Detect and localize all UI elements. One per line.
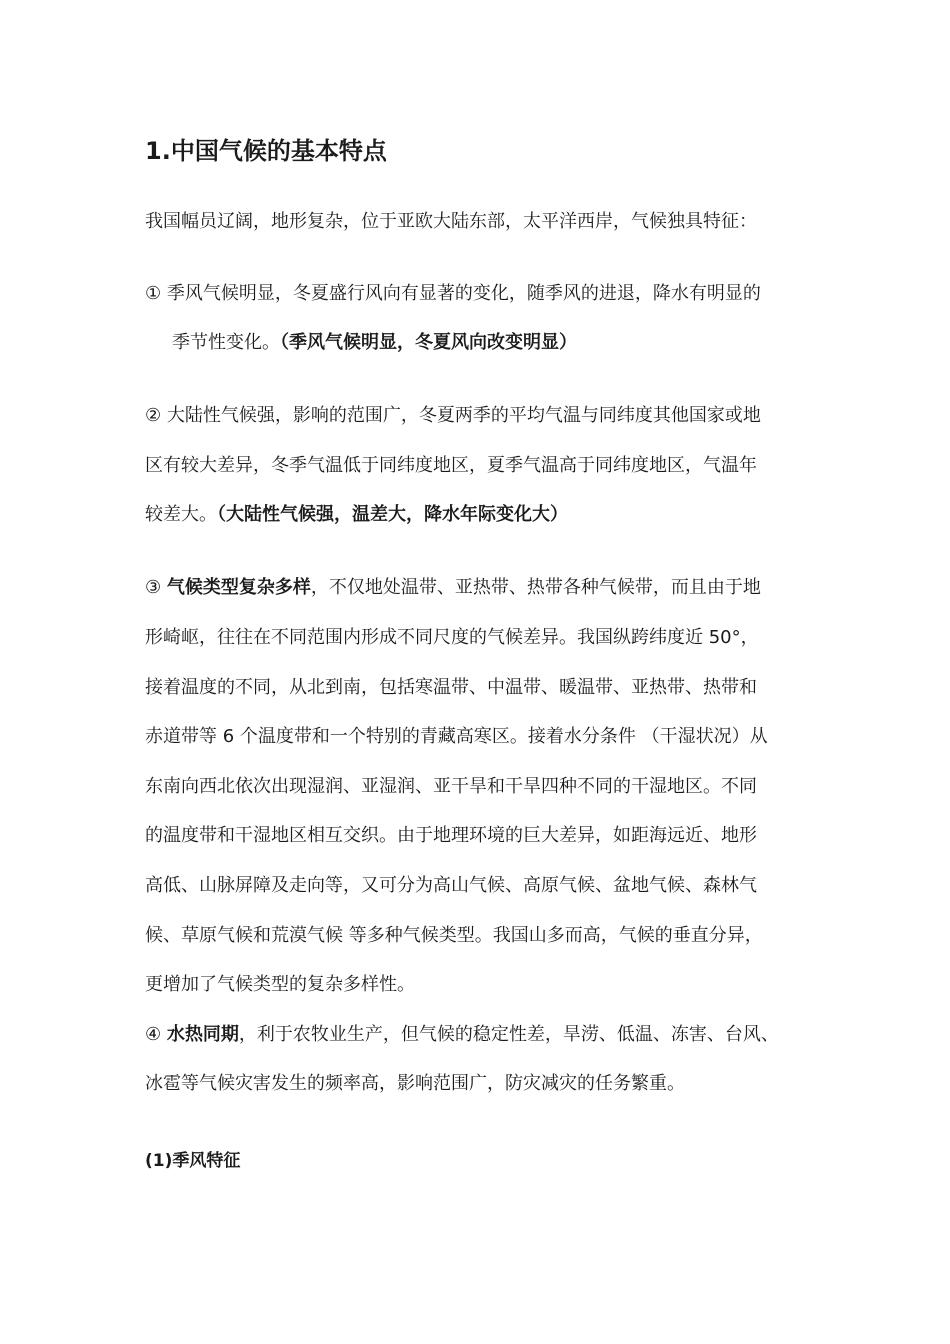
point-3-text: ，不仅地处温带、亚热带、热带各种气候带，而且由于地 <box>310 577 761 598</box>
point-4-text: ，利于农牧业生产，但气候的稳定性差，旱涝、低温、冻害、台风、 <box>238 1024 779 1045</box>
point-1-summary: （季风气候明显，冬夏风向改变明显） <box>280 332 577 353</box>
point-3-line-4: 赤道带等 6 个温度带和一个特别的青藏高寒区。接着水分条件 （干湿状况）从 <box>145 726 768 747</box>
point-4-keyword: 水热同期 <box>166 1024 239 1045</box>
point-3-line-8: 候、草原气候和荒漠气候 等多种气候类型。我国山多而高，气候的垂直分异， <box>145 925 763 946</box>
point-3-line-2: 形崎岖，往往在不同范围内形成不同尺度的气候差异。我国纵跨纬度近 50°， <box>145 627 759 648</box>
point-2-line-2: 区有较大差异，冬季气温低于同纬度地区，夏季气温高于同纬度地区，气温年 <box>145 455 757 476</box>
point-4-line-2: 冰雹等气候灾害发生的频率高，影响范围广，防灾减灾的任务繁重。 <box>145 1073 685 1094</box>
point-3-keyword: 气候类型复杂多样 <box>166 577 311 598</box>
point-1-line-2 <box>172 328 577 358</box>
point-2-text: 较差大。 <box>145 504 217 525</box>
point-4-marker: ④ <box>145 1024 167 1045</box>
point-2-line-3 <box>145 500 568 530</box>
point-3-line-6: 的温度带和干湿地区相互交织。由于地理环境的巨大差异，如距海远近、地形 <box>145 825 757 846</box>
point-3-line-3: 接着温度的不同，从北到南，包括寒温带、中温带、暖温带、亚热带、热带和 <box>145 677 757 698</box>
point-1-text: 季节性变化。 <box>172 332 280 353</box>
point-3-line-1 <box>145 573 761 603</box>
point-3-line-9: 更增加了气候类型的复杂多样性。 <box>145 974 415 995</box>
section-title: 1.中国气候的基本特点 <box>145 137 387 165</box>
intro-paragraph: 我国幅员辽阔，地形复杂，位于亚欧大陆东部，太平洋西岸，气候独具特征： <box>145 211 757 232</box>
point-2-summary: （大陆性气候强，温差大，降水年际变化大） <box>217 504 568 525</box>
point-4-line-1 <box>145 1020 779 1050</box>
point-3-line-7: 高低、山脉屏障及走向等，又可分为高山气候、高原气候、盆地气候、森林气 <box>145 875 757 896</box>
point-3-marker: ③ <box>145 577 167 598</box>
point-1-line-1: ① 季风气候明显，冬夏盛行风向有显著的变化，随季风的进退，降水有明显的 <box>145 283 761 304</box>
subheading: (1)季风特征 <box>145 1151 241 1171</box>
point-3-line-5: 东南向西北依次出现湿润、亚湿润、亚干旱和干旱四种不同的干湿地区。不同 <box>145 776 757 797</box>
point-2-line-1: ② 大陆性气候强，影响的范围广，冬夏两季的平均气温与同纬度其他国家或地 <box>145 405 761 426</box>
